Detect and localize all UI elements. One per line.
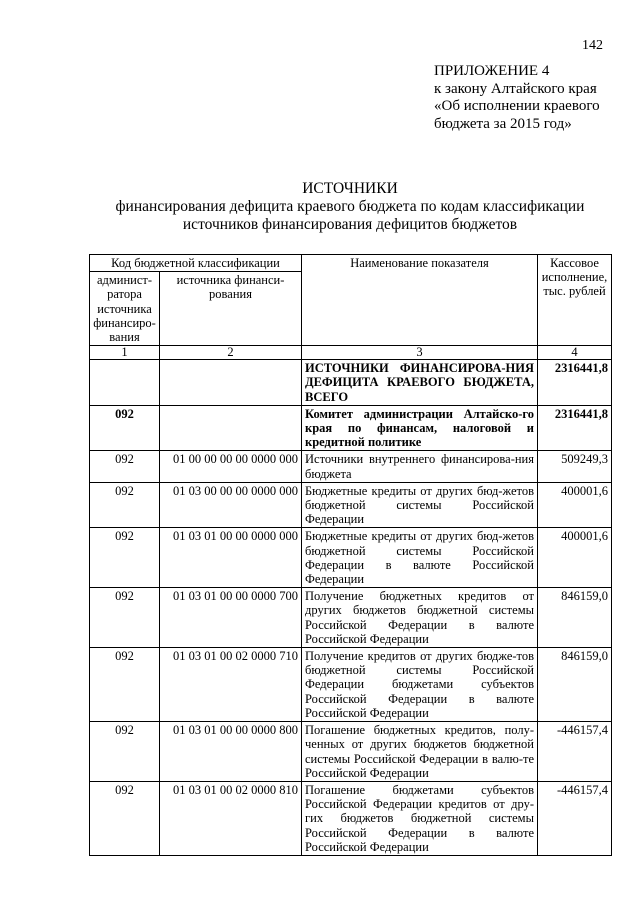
admin-code-cell: 092 xyxy=(90,482,160,528)
source-code-cell: 01 03 01 00 00 0000 000 xyxy=(160,528,302,588)
appendix-title: ПРИЛОЖЕНИЕ 4 xyxy=(434,63,550,79)
table-body xyxy=(90,255,612,856)
admin-code-cell: 092 xyxy=(90,588,160,648)
indicator-name-cell: Получение кредитов от других бюдже-тов бюджетной системы Российской Федерации бюджетами субъектов Российской Федерации в валюте Российской Федерации xyxy=(302,648,538,722)
admin-code-cell: 092 xyxy=(90,528,160,588)
table-row xyxy=(90,528,612,588)
table-row xyxy=(90,588,612,648)
appendix-law: к закону Алтайского края xyxy=(434,80,597,97)
title-heading: ИСТОЧНИКИ xyxy=(302,180,398,197)
appendix-law-year: бюджета за 2015 год» xyxy=(434,115,572,132)
source-code-cell: 01 03 01 00 00 0000 800 xyxy=(160,722,302,782)
indicator-name-cell: Погашение бюджетных кредитов, полу-ченных от других бюджетов бюджетной системы Российской Федерации в валю-те Российской Федерации xyxy=(302,722,538,782)
amount-cell: 846159,0 xyxy=(538,648,612,722)
source-code-cell xyxy=(160,405,302,451)
column-number: 3 xyxy=(302,346,538,360)
amount-cell: -446157,4 xyxy=(538,722,612,782)
admin-code-cell: 092 xyxy=(90,722,160,782)
indicator-name-cell: Получение бюджетных кредитов от других бюджетов бюджетной системы Российской Федерации в валюте Российской Федерации xyxy=(302,588,538,648)
indicator-name-cell: Погашение бюджетами субъектов Российской Федерации кредитов от дру-гих бюджетов бюджетной системы Российской Федерации в валюте Российской Федерации xyxy=(302,781,538,855)
table-row xyxy=(90,451,612,482)
table-row xyxy=(90,781,612,855)
amount-cell: 2316441,8 xyxy=(538,405,612,451)
source-code-cell: 01 03 01 00 00 0000 700 xyxy=(160,588,302,648)
admin-code-cell: 092 xyxy=(90,648,160,722)
column-number: 2 xyxy=(160,346,302,360)
title-subheading-cont: источников финансирования дефицитов бюджетов xyxy=(182,216,518,233)
admin-code-cell: 092 xyxy=(90,405,160,451)
source-code-cell xyxy=(160,360,302,406)
header-code-group: Код бюджетной классификации xyxy=(90,255,302,272)
indicator-name-cell: Бюджетные кредиты от других бюд-жетов бюджетной системы Российской Федерации xyxy=(302,482,538,528)
amount-cell: 846159,0 xyxy=(538,588,612,648)
amount-cell: 400001,6 xyxy=(538,528,612,588)
indicator-name-cell: Источники внутреннего финансирова-ния бюджета xyxy=(302,451,538,482)
admin-code-cell xyxy=(90,360,160,406)
appendix-block xyxy=(434,63,600,133)
indicator-name-cell: ИСТОЧНИКИ ФИНАНСИРОВА-НИЯ ДЕФИЦИТА КРАЕВОГО БЮДЖЕТА, ВСЕГО xyxy=(302,360,538,406)
source-code-cell: 01 03 01 00 02 0000 710 xyxy=(160,648,302,722)
indicator-name-cell: Комитет администрации Алтайско-го края по финансам, налоговой и кредитной политике xyxy=(302,405,538,451)
table-row xyxy=(90,360,612,406)
header-source: источника финанси-рования xyxy=(160,272,302,346)
table-row xyxy=(90,405,612,451)
source-code-cell: 01 03 01 00 02 0000 810 xyxy=(160,781,302,855)
table-row xyxy=(90,648,612,722)
amount-cell: -446157,4 xyxy=(538,781,612,855)
appendix-law-name: «Об исполнении краевого xyxy=(434,98,600,114)
document-title xyxy=(40,180,640,234)
header-row xyxy=(90,255,612,272)
amount-cell: 509249,3 xyxy=(538,451,612,482)
header-name: Наименование показателя xyxy=(302,255,538,346)
admin-code-cell: 092 xyxy=(90,781,160,855)
source-code-cell: 01 00 00 00 00 0000 000 xyxy=(160,451,302,482)
amount-cell: 400001,6 xyxy=(538,482,612,528)
column-number: 4 xyxy=(538,346,612,360)
page-number: 142 xyxy=(582,38,603,53)
column-number: 1 xyxy=(90,346,160,360)
amount-cell: 2316441,8 xyxy=(538,360,612,406)
title-subheading: финансирования дефицита краевого бюджета по кодам классификации xyxy=(115,198,585,215)
table-row xyxy=(90,482,612,528)
table-row xyxy=(90,722,612,782)
column-number-row xyxy=(90,346,612,360)
header-amount: Кассовое исполнение, тыс. рублей xyxy=(538,255,612,346)
indicator-name-cell: Бюджетные кредиты от других бюд-жетов бюджетной системы Российской Федерации в валюте Российской Федерации xyxy=(302,528,538,588)
header-admin: админист-ратора источника финансиро-вания xyxy=(90,272,160,346)
admin-code-cell: 092 xyxy=(90,451,160,482)
sources-table xyxy=(89,254,612,856)
source-code-cell: 01 03 00 00 00 0000 000 xyxy=(160,482,302,528)
